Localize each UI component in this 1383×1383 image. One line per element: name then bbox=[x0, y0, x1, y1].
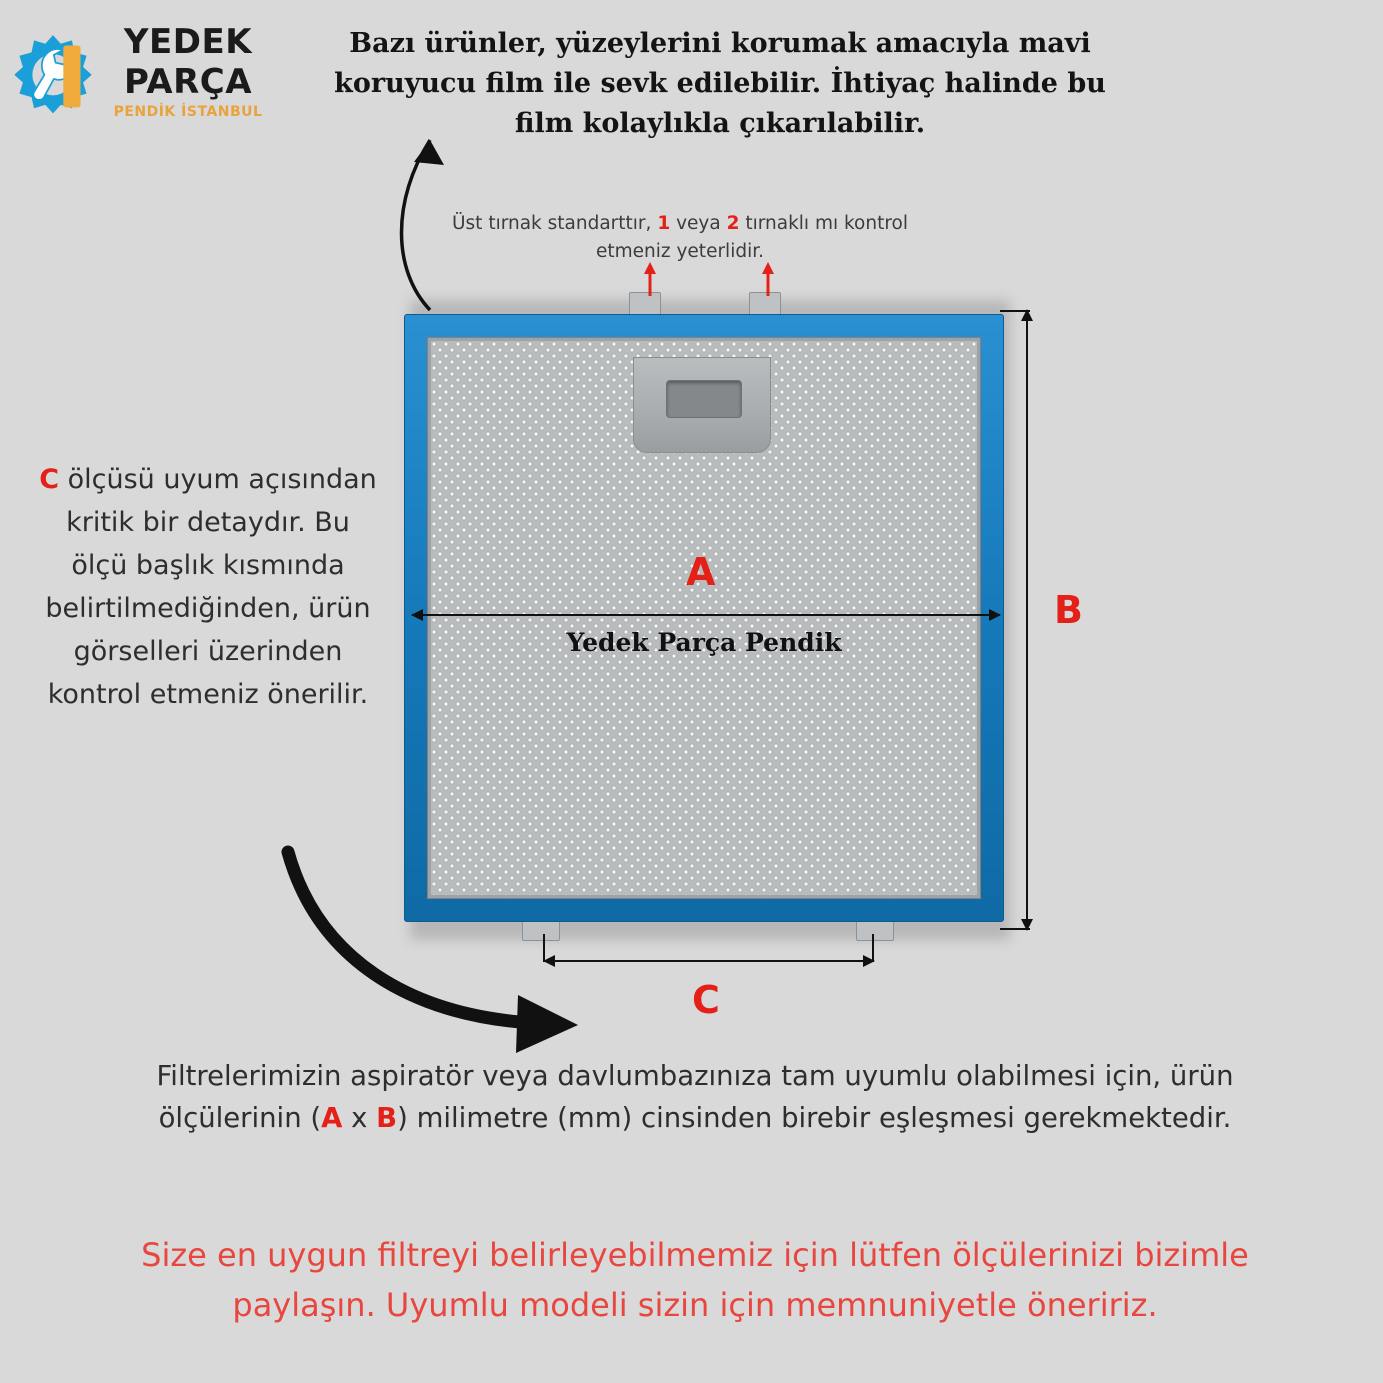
dimension-label-c: C bbox=[692, 978, 720, 1022]
brand-logo bbox=[8, 8, 278, 133]
tab-note-number-2: 2 bbox=[726, 213, 740, 234]
logo-text bbox=[100, 22, 276, 120]
handle-slot bbox=[666, 380, 742, 418]
tab-note-number-1: 1 bbox=[657, 213, 671, 234]
filter-frame bbox=[404, 314, 1004, 922]
gear-wrench-icon bbox=[10, 30, 96, 116]
dimension-label-a: A bbox=[686, 550, 716, 594]
filter-watermark-text: Yedek Parça Pendik bbox=[566, 628, 842, 657]
dimension-arrow-b bbox=[1026, 310, 1028, 930]
dimension-label-b: B bbox=[1054, 588, 1083, 632]
bottom-paragraph-a: A bbox=[321, 1102, 343, 1134]
bottom-paragraph-x: x bbox=[342, 1102, 377, 1134]
bottom-paragraph-part1: Filtrelerimizin aspiratör veya davlumbazınıza tam uyumlu olabilmesi için, ürün ölçülerinin ( bbox=[156, 1060, 1234, 1134]
bottom-paragraph bbox=[110, 1055, 1280, 1139]
left-paragraph-letter: C bbox=[39, 464, 60, 495]
filter-illustration bbox=[404, 288, 1083, 1022]
bottom-paragraph-part2: ) milimetre (mm) cinsinden birebir eşleşmesi gerekmektedir. bbox=[397, 1102, 1232, 1134]
left-paragraph bbox=[38, 458, 378, 716]
logo-subtitle: PENDİK İSTANBUL bbox=[113, 104, 263, 120]
filter-handle bbox=[633, 357, 771, 453]
dimension-arrow-c bbox=[544, 960, 874, 962]
logo-line-1: YEDEK bbox=[123, 22, 253, 62]
tab-note-part3: tırnaklı mı kontrol etmeniz yeterlidir. bbox=[595, 213, 908, 262]
tab-note-part1: Üst tırnak standarttır, bbox=[452, 213, 658, 234]
logo-line-2: PARÇA bbox=[123, 62, 253, 102]
tab-note-part2: veya bbox=[670, 213, 727, 234]
dimension-arrow-a bbox=[412, 614, 1000, 616]
top-heading: Bazı ürünler, yüzeylerini korumak amacıyla mavi koruyucu film ile sevk edilebilir. İhtiyaç halinde bu film kolaylıkla çıkarılabilir. bbox=[334, 28, 1106, 139]
tab-note bbox=[440, 210, 920, 266]
left-paragraph-text: ölçüsü uyum açısından kritik bir detaydır. Bu ölçü başlık kısmında belirtilmediğinden, ürün görselleri üzerinden kontrol etmeniz önerilir. bbox=[45, 464, 377, 710]
bottom-call-to-action: Size en uygun filtreyi belirleyebilmemiz için lütfen ölçülerinizi bizimle paylaşın. Uyumlu modeli sizin için memnuniyetle öneririz. bbox=[141, 1236, 1249, 1324]
bottom-paragraph-b: B bbox=[376, 1102, 398, 1134]
